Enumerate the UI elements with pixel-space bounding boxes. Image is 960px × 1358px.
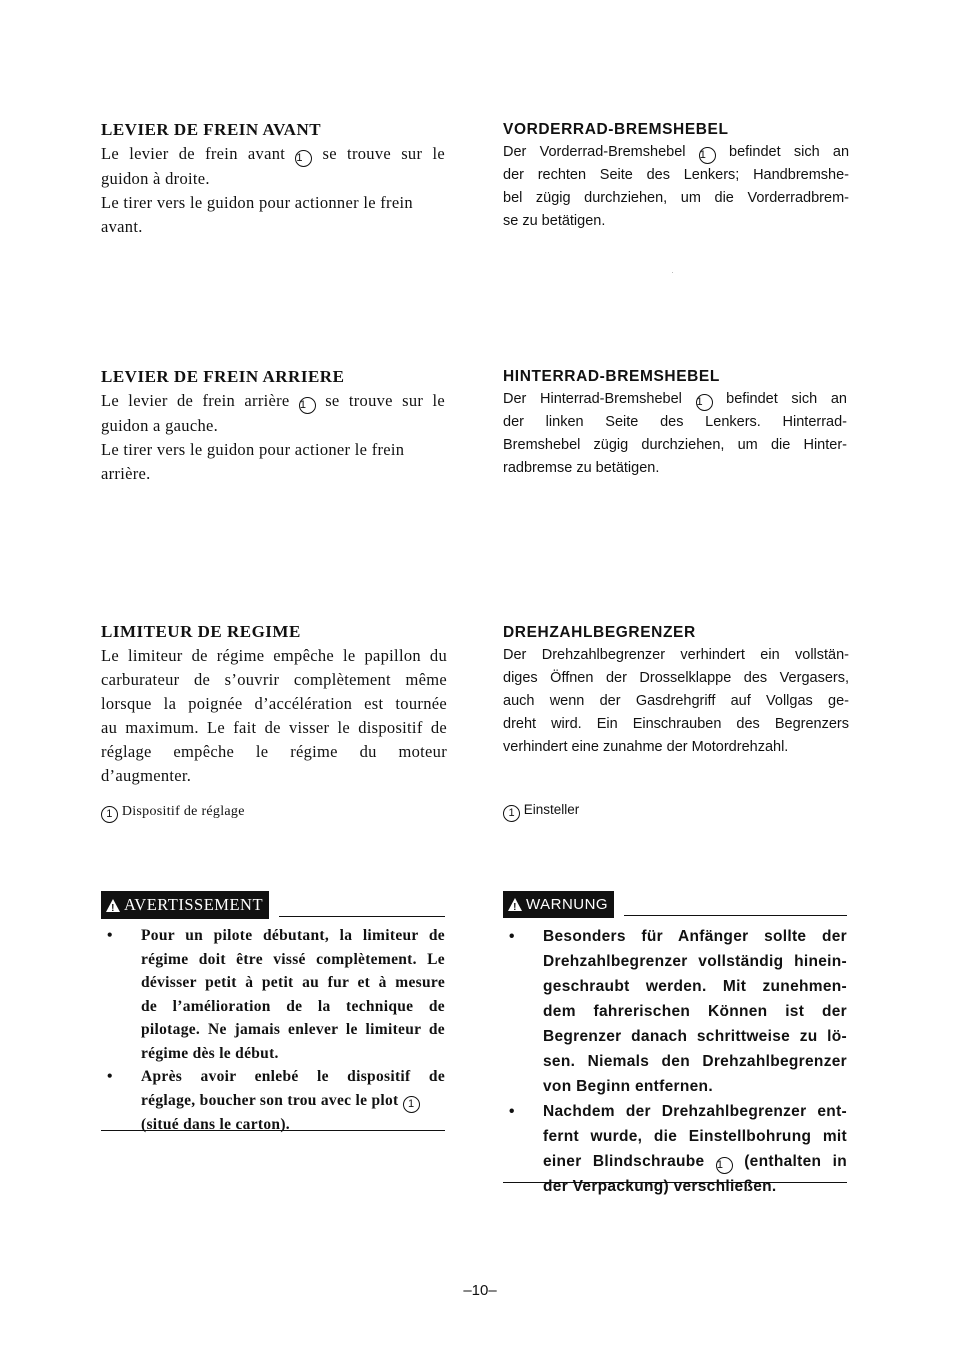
de-limiter-line: auch wenn der Gasdrehgriff auf Vollgas ge- xyxy=(503,693,849,709)
fr-front-brake-line: Le tirer vers le guidon pour actionner le frein xyxy=(101,193,413,212)
fr-limiter-title: LIMITEUR DE REGIME xyxy=(101,622,301,641)
fr-section-front-brake xyxy=(101,118,445,239)
marker-1-icon: 1 xyxy=(101,806,118,823)
page-number: –10– xyxy=(463,1282,497,1299)
fr-front-brake-title: LEVIER DE FREIN AVANT xyxy=(101,120,322,139)
fr-warning-rule xyxy=(279,916,445,917)
marker-1-icon: 1 xyxy=(696,394,713,411)
de-section-front-brake xyxy=(503,118,849,233)
fr-limiter-line: lorsque la poignée d’accélération est tournée xyxy=(101,694,447,713)
marker-1-icon: 1 xyxy=(699,147,716,164)
warning-triangle-icon xyxy=(507,897,523,912)
fr-rear-brake-line: arrière. xyxy=(101,464,151,483)
fr-rear-brake-line: Le tirer vers le guidon pour actioner le frein xyxy=(101,440,405,459)
de-limiter-title: DREHZAHLBEGRENZER xyxy=(503,624,696,641)
bullet-icon: • xyxy=(509,1103,515,1120)
marker-1-icon: 1 xyxy=(716,1157,733,1174)
warning-triangle-icon xyxy=(105,898,121,913)
de-front-brake-line: Der Vorderrad-Bremshebel 1 befindet sich an xyxy=(503,141,849,164)
de-front-brake-line: se zu betätigen. xyxy=(503,213,606,229)
de-section-rear-brake xyxy=(503,365,847,480)
de-warning-rule xyxy=(624,915,847,916)
fr-warning-label: AVERTISSEMENT xyxy=(124,895,264,914)
de-warning-end-rule xyxy=(503,1182,847,1183)
fr-warning-end-rule xyxy=(101,1130,445,1131)
fr-limiter-line: carburateur de s’ouvrir complètement même xyxy=(101,670,447,689)
marker-1-icon: 1 xyxy=(295,150,312,167)
de-rear-brake-line: der linken Seite des Lenkers. Hinterrad- xyxy=(503,414,847,430)
de-limiter-line: verhindert eine zunahme der Motordrehzahl. xyxy=(503,739,789,755)
fr-warning-list xyxy=(101,924,445,1136)
fr-limiter-line: d’augmenter. xyxy=(101,766,192,785)
fr-front-brake-line: guidon à droite. xyxy=(101,169,210,188)
fr-limiter-line: réglage empêche le régime du moteur xyxy=(101,742,447,761)
fr-warning-item: • Après avoir enlebé le dispositif de réglage, boucher son trou avec le plot 1 (situé dans le carton). xyxy=(101,1065,445,1136)
de-rear-brake-line: Der Hinterrad-Bremshebel 1 befindet sich an xyxy=(503,388,847,411)
fr-section-rear-brake xyxy=(101,365,445,486)
de-warning-header xyxy=(503,891,847,918)
de-rear-brake-title: HINTERRAD-BREMSHEBEL xyxy=(503,368,720,385)
de-limiter-line: dreht wird. Ein Einschrauben des Begrenzers xyxy=(503,716,849,732)
de-front-brake-line: bel zügig durchziehen, um die Vorderradbrem- xyxy=(503,190,849,206)
fr-front-brake-line: avant. xyxy=(101,217,143,236)
de-limiter-line: Der Drehzahlbegrenzer verhindert ein vollstän- xyxy=(503,647,849,663)
de-limiter-line: diges Öffnen der Drosselklappe des Vergasers, xyxy=(503,670,849,686)
de-front-brake-line: der rechten Seite des Lenkers; Handbremshe- xyxy=(503,167,849,183)
fr-rear-brake-title: LEVIER DE FREIN ARRIERE xyxy=(101,367,345,386)
fr-callout-note xyxy=(101,800,245,824)
marker-1-icon: 1 xyxy=(503,805,520,822)
de-warning-label: WARNUNG xyxy=(526,896,609,913)
fr-limiter-line: Le limiteur de régime empêche le papillon du xyxy=(101,646,447,665)
de-warning-item: • Nachdem der Drehzahlbegrenzer ent- fernt wurde, die Einstellbohrung mit einer Blindschraube 1 (enthalten in der Verpackung) verschließen. xyxy=(503,1099,847,1199)
fr-warning-badge xyxy=(101,891,269,919)
de-callout-note xyxy=(503,798,579,822)
bullet-icon: • xyxy=(509,928,515,945)
marker-1-icon: 1 xyxy=(299,397,316,414)
svg-text:!: ! xyxy=(513,902,517,912)
de-warning-badge xyxy=(503,891,614,918)
fr-limiter-line: au maximum. Le fait de visser le dispositif de xyxy=(101,718,447,737)
fr-section-limiter xyxy=(101,620,447,788)
fr-callout-label: Dispositif de réglage xyxy=(121,804,245,819)
fr-warning-header xyxy=(101,891,445,919)
fr-front-brake-line: Le levier de frein avant 1 se trouve sur le xyxy=(101,142,445,167)
marker-1-icon: 1 xyxy=(403,1096,420,1113)
de-section-limiter xyxy=(503,621,849,759)
de-front-brake-title: VORDERRAD-BREMSHEBEL xyxy=(503,121,729,138)
de-warning-item: • Besonders für Anfänger sollte der Drehzahlbegrenzer vollständig hinein- geschraubt werden. Mit zunehmen- dem fahrerischen Können ist der Begrenzer danach schrittweise zu lö- sen. Niemals den Drehzahlbegrenzer von Beginn entfernen. xyxy=(503,924,847,1099)
scan-speck xyxy=(672,272,673,273)
fr-rear-brake-line: guidon a gauche. xyxy=(101,416,219,435)
fr-rear-brake-line: Le levier de frein arrière 1 se trouve sur le xyxy=(101,389,445,414)
de-rear-brake-line: radbremse zu betätigen. xyxy=(503,460,660,476)
bullet-icon: • xyxy=(107,927,113,944)
fr-warning-item: • Pour un pilote débutant, la limiteur de régime doit être vissé complètement. Le dévisser petit à petit au fur et à mesure de l’amélioration de la technique de pilotage. Ne jamais enlever le limiteur de régime dès le début. xyxy=(101,924,445,1065)
de-warning-list xyxy=(503,924,847,1199)
de-callout-label: Einsteller xyxy=(523,802,580,817)
de-rear-brake-line: Bremshebel zügig durchziehen, um die Hinter- xyxy=(503,437,847,453)
bullet-icon: • xyxy=(107,1068,113,1085)
svg-text:!: ! xyxy=(111,902,115,913)
